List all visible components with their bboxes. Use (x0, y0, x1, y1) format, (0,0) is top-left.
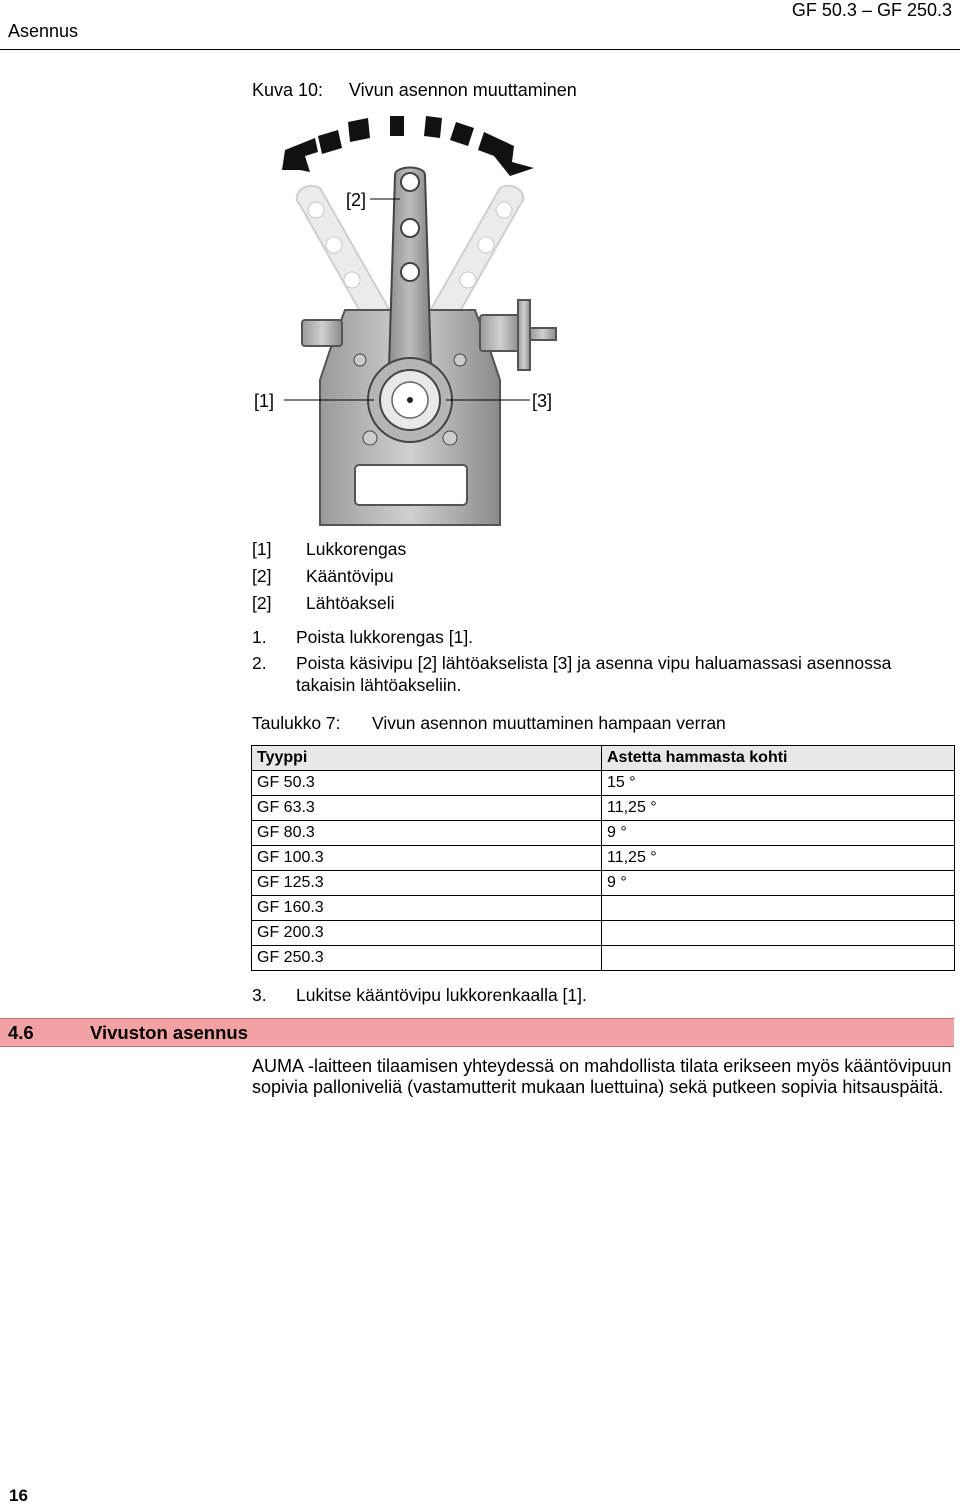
degrees-cell: 15 ° (602, 771, 955, 796)
header-divider (0, 49, 960, 50)
lever-illustration (250, 110, 570, 530)
table-caption (252, 713, 726, 734)
type-cell: GF 125.3 (252, 871, 602, 896)
legend-item (252, 590, 406, 617)
figure-legend (252, 536, 406, 617)
legend-item (252, 563, 406, 590)
degrees-cell: 9 ° (602, 821, 955, 846)
table-row (252, 846, 955, 871)
header-section-title: Asennus (8, 21, 79, 41)
callout-1: [1] (254, 391, 275, 411)
degrees-cell: 11,25 ° (602, 796, 955, 821)
step-text: Poista käsivipu [2] lähtöakselista [3] ja asenna vipu haluamassasi asennossa takaisin lähtöakseliin. (296, 653, 892, 695)
figure-caption-text: Vivun asennon muuttaminen (349, 80, 577, 100)
step-number: 1. (252, 627, 267, 647)
page-number: 16 (9, 1486, 28, 1505)
type-cell: GF 80.3 (252, 821, 602, 846)
table-row (252, 821, 955, 846)
table-caption-text: Vivun asennon muuttaminen hampaan verran (372, 713, 726, 733)
header-product-range: GF 50.3 – GF 250.3 (791, 0, 952, 20)
figure-caption (252, 80, 577, 101)
legend-text: Lukkorengas (306, 539, 407, 559)
tooth-angle-table (251, 745, 955, 971)
type-cell: GF 100.3 (252, 846, 602, 871)
table-row (252, 896, 955, 921)
instruction-steps (252, 626, 952, 700)
type-cell: GF 160.3 (252, 896, 602, 921)
degrees-cell (602, 946, 955, 971)
type-cell: GF 200.3 (252, 921, 602, 946)
column-header-type: Tyyppi (252, 746, 602, 771)
type-cell: GF 50.3 (252, 771, 602, 796)
section-title: Vivuston asennus (90, 1022, 248, 1043)
section-heading (0, 1018, 954, 1047)
step-item (252, 652, 952, 696)
degrees-cell: 9 ° (602, 871, 955, 896)
table-row (252, 796, 955, 821)
table-label: Taulukko 7: (252, 713, 341, 733)
column-header-degrees: Astetta hammasta kohti (602, 746, 955, 771)
step-text: Poista lukkorengas [1]. (296, 627, 474, 647)
step-number: 3. (252, 985, 267, 1005)
step-item (252, 626, 952, 648)
legend-text: Kääntövipu (306, 566, 394, 586)
degrees-cell (602, 921, 955, 946)
callout-3: [3] (532, 391, 553, 411)
table-row (252, 946, 955, 971)
legend-item (252, 536, 406, 563)
step-text: Lukitse kääntövipu lukkorenkaalla [1]. (296, 985, 587, 1005)
table-row (252, 871, 955, 896)
type-cell: GF 250.3 (252, 946, 602, 971)
legend-text: Lähtöakseli (306, 593, 395, 613)
table-header-row (252, 746, 955, 771)
degrees-cell: 11,25 ° (602, 846, 955, 871)
figure-label: Kuva 10: (252, 80, 324, 100)
legend-key: [1] (252, 539, 272, 559)
step-item (252, 985, 587, 1006)
section-number: 4.6 (8, 1022, 34, 1043)
type-cell: GF 63.3 (252, 796, 602, 821)
table-row (252, 921, 955, 946)
legend-key: [2] (252, 566, 272, 586)
step-number: 2. (252, 653, 267, 673)
body-paragraph: AUMA -laitteen tilaamisen yhteydessä on mahdollista tilata erikseen myös kääntövipuun sopivia palloniveliä (vastamutterit mukaan luettuina) sekä putkeen sopivia hitsauspäitä. (252, 1056, 952, 1097)
table-row (252, 771, 955, 796)
legend-key: [2] (252, 593, 272, 613)
degrees-cell (602, 896, 955, 921)
callout-2: [2] (346, 190, 367, 210)
